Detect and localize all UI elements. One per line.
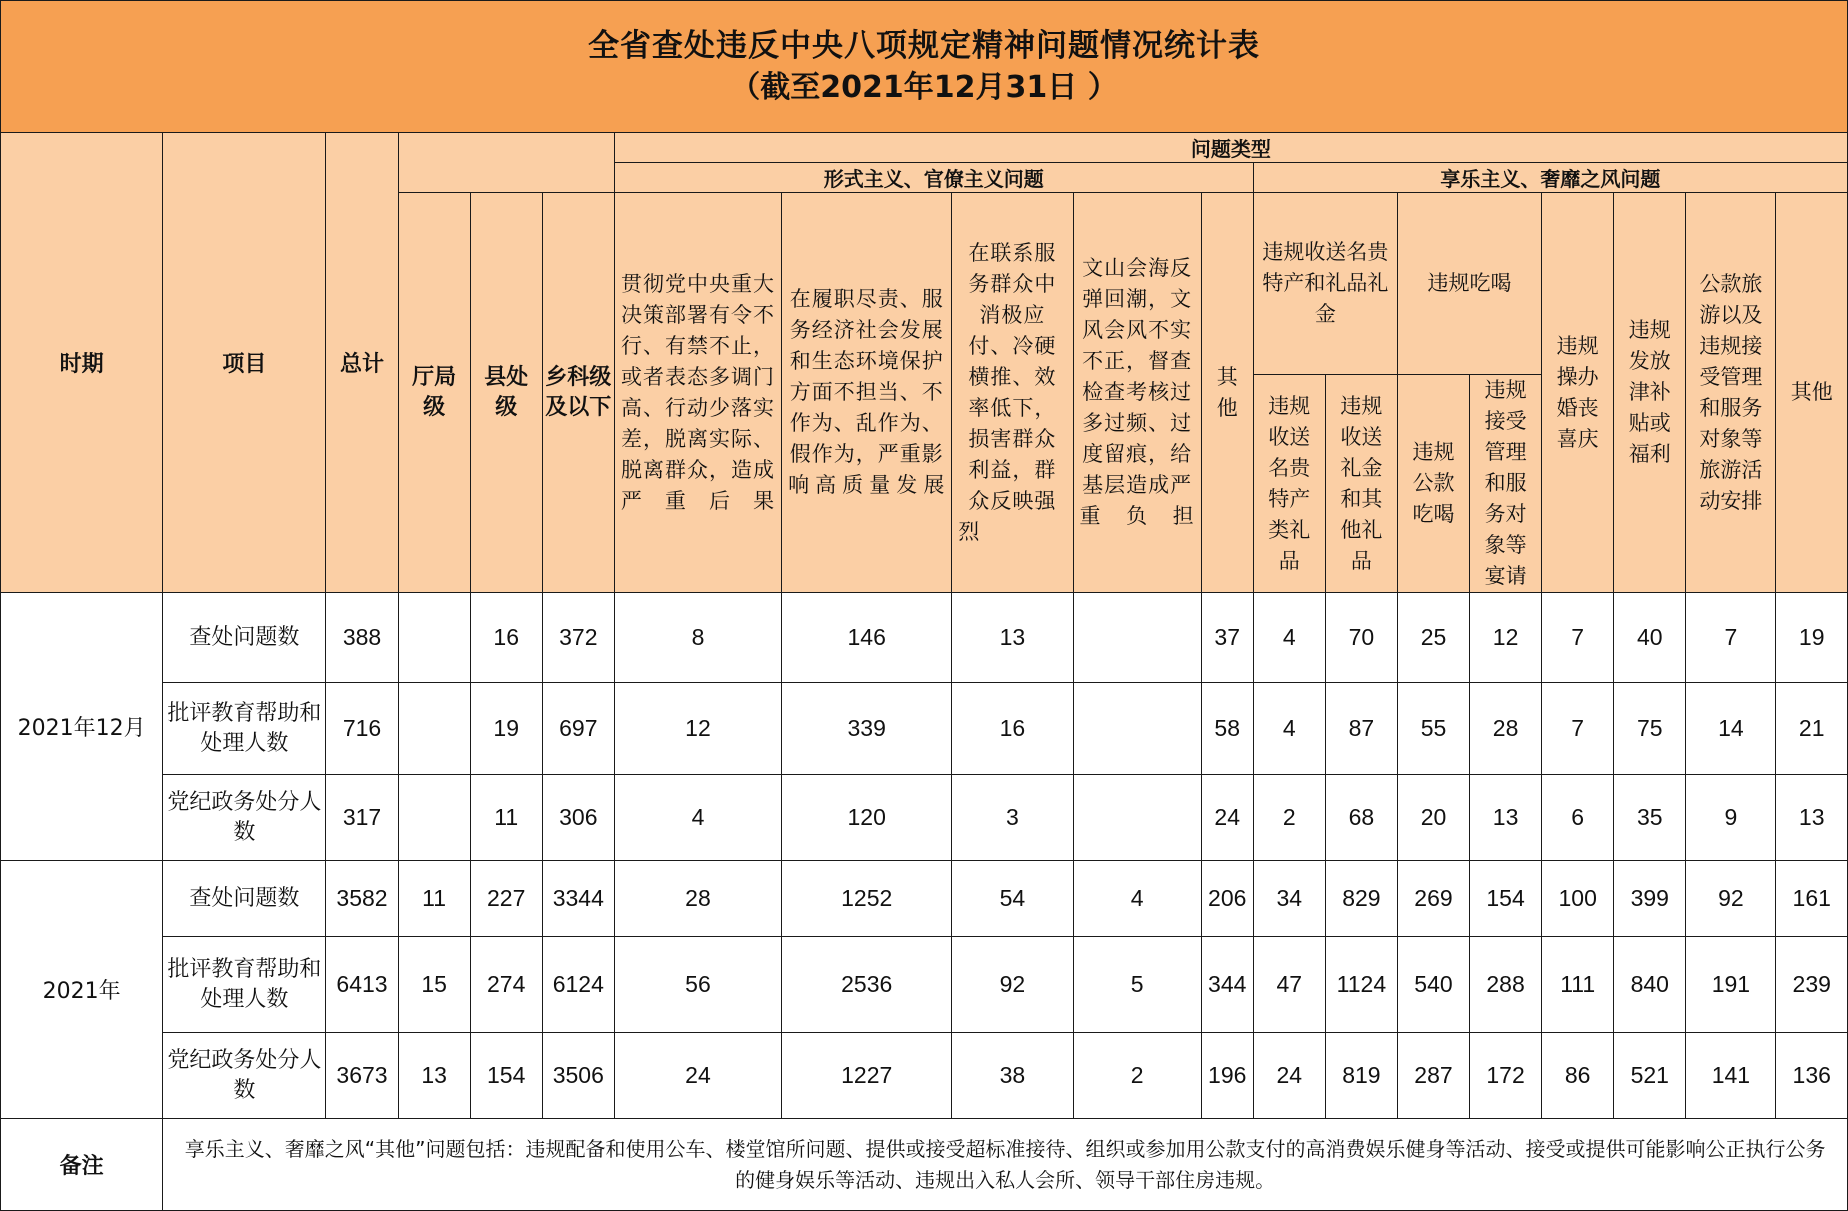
cell-h4: 13 [1470, 775, 1542, 861]
cell-h1: 47 [1253, 937, 1325, 1033]
cell-h3: 540 [1397, 937, 1469, 1033]
header-formalism-2: 在履职尽责、服务经济社会发展和生态环境保护方面不担当、不作为、乱作为、假作为，严重影响高质量发展 [782, 193, 952, 593]
cell-h5: 86 [1542, 1033, 1614, 1119]
cell-f4 [1073, 683, 1201, 775]
cell-h3: 20 [1397, 775, 1469, 861]
cell-h3: 25 [1397, 593, 1469, 683]
cell-h-other: 13 [1776, 775, 1848, 861]
cell-f4 [1073, 593, 1201, 683]
header-level-township: 乡科级及以下 [542, 193, 614, 593]
cell-h7: 9 [1686, 775, 1776, 861]
cell-h2: 819 [1325, 1033, 1397, 1119]
cell-h-other: 239 [1776, 937, 1848, 1033]
header-total: 总计 [326, 133, 398, 593]
cell-h1: 4 [1253, 683, 1325, 775]
header-wedding: 违规操办婚丧喜庆 [1542, 193, 1614, 593]
row-item: 批评教育帮助和处理人数 [163, 937, 326, 1033]
header-level-county: 县处级 [470, 193, 542, 593]
cell-f1: 28 [614, 861, 781, 937]
cell-f1: 8 [614, 593, 781, 683]
table-row [1, 593, 1848, 683]
cell-f3: 3 [952, 775, 1073, 861]
header-subsidy: 违规发放津补贴或福利 [1614, 193, 1686, 593]
period-label: 2021年12月 [1, 593, 163, 861]
header-hedonism-other: 其他 [1776, 193, 1848, 593]
cell-f1: 56 [614, 937, 781, 1033]
cell-f-other: 58 [1201, 683, 1253, 775]
page-subtitle: （截至2021年12月31日 ） [730, 69, 1118, 105]
cell-ting: 11 [398, 861, 470, 937]
cell-f4: 4 [1073, 861, 1201, 937]
cell-h5: 7 [1542, 683, 1614, 775]
header-problem-type: 问题类型 [614, 133, 1847, 163]
cell-f2: 2536 [782, 937, 952, 1033]
table-row [1, 683, 1848, 775]
cell-county: 16 [470, 593, 542, 683]
cell-ting: 13 [398, 1033, 470, 1119]
cell-f-other: 206 [1201, 861, 1253, 937]
cell-total: 716 [326, 683, 398, 775]
cell-h3: 269 [1397, 861, 1469, 937]
cell-h2: 70 [1325, 593, 1397, 683]
cell-h-other: 21 [1776, 683, 1848, 775]
cell-ting: 15 [398, 937, 470, 1033]
cell-f4: 5 [1073, 937, 1201, 1033]
header-dine-b: 违规接受管理和服务对象等宴请 [1470, 375, 1542, 593]
cell-h2: 87 [1325, 683, 1397, 775]
cell-f-other: 344 [1201, 937, 1253, 1033]
cell-h-other: 136 [1776, 1033, 1848, 1119]
cell-township: 3344 [542, 861, 614, 937]
table-row [1, 937, 1848, 1033]
cell-h5: 111 [1542, 937, 1614, 1033]
cell-f2: 120 [782, 775, 952, 861]
cell-total: 3673 [326, 1033, 398, 1119]
cell-total: 6413 [326, 937, 398, 1033]
header-gift-b: 违规收送礼金和其他礼品 [1325, 375, 1397, 593]
cell-total: 317 [326, 775, 398, 861]
header-formalism-other: 其他 [1201, 193, 1253, 593]
cell-h-other: 161 [1776, 861, 1848, 937]
cell-f3: 92 [952, 937, 1073, 1033]
cell-h3: 287 [1397, 1033, 1469, 1119]
header-dine-a: 违规公款吃喝 [1397, 375, 1469, 593]
row-item: 党纪政务处分人数 [163, 775, 326, 861]
table-row [1, 861, 1848, 937]
period-label: 2021年 [1, 861, 163, 1119]
cell-h2: 829 [1325, 861, 1397, 937]
cell-total: 388 [326, 593, 398, 683]
cell-total: 3582 [326, 861, 398, 937]
cell-f4: 2 [1073, 1033, 1201, 1119]
cell-ting [398, 593, 470, 683]
notes-label: 备注 [1, 1119, 163, 1211]
cell-f2: 339 [782, 683, 952, 775]
header-level-ting: 厅局级 [398, 193, 470, 593]
cell-h4: 172 [1470, 1033, 1542, 1119]
cell-f2: 146 [782, 593, 952, 683]
header-formalism-1: 贯彻党中央重大决策部署有令不行、有禁不止，或者表态多调门高、行动少落实差，脱离实际、脱离群众，造成严重后果 [614, 193, 781, 593]
header-formalism-3: 在联系服务群众中消极应付、冷硬横推、效率低下，损害群众利益，群众反映强烈 [952, 193, 1073, 593]
cell-township: 697 [542, 683, 614, 775]
cell-h4: 28 [1470, 683, 1542, 775]
row-item: 查处问题数 [163, 861, 326, 937]
cell-f3: 38 [952, 1033, 1073, 1119]
cell-h-other: 19 [1776, 593, 1848, 683]
cell-h4: 154 [1470, 861, 1542, 937]
cell-f3: 13 [952, 593, 1073, 683]
cell-ting [398, 775, 470, 861]
header-gift-a: 违规收送名贵特产类礼品 [1253, 375, 1325, 593]
cell-county: 274 [470, 937, 542, 1033]
header-formalism-group: 形式主义、官僚主义问题 [614, 163, 1253, 193]
cell-f2: 1252 [782, 861, 952, 937]
cell-county: 19 [470, 683, 542, 775]
cell-county: 154 [470, 1033, 542, 1119]
header-item: 项目 [163, 133, 326, 593]
cell-h4: 12 [1470, 593, 1542, 683]
cell-f-other: 37 [1201, 593, 1253, 683]
table-row [1, 1033, 1848, 1119]
cell-township: 3506 [542, 1033, 614, 1119]
cell-h7: 191 [1686, 937, 1776, 1033]
row-item: 批评教育帮助和处理人数 [163, 683, 326, 775]
cell-h6: 35 [1614, 775, 1686, 861]
cell-h1: 4 [1253, 593, 1325, 683]
title-cell [1, 1, 1848, 133]
cell-h5: 7 [1542, 593, 1614, 683]
cell-h7: 7 [1686, 593, 1776, 683]
cell-township: 306 [542, 775, 614, 861]
cell-county: 227 [470, 861, 542, 937]
cell-h1: 2 [1253, 775, 1325, 861]
cell-h1: 34 [1253, 861, 1325, 937]
cell-f3: 16 [952, 683, 1073, 775]
header-hedonism-group: 享乐主义、奢靡之风问题 [1253, 163, 1847, 193]
cell-h2: 1124 [1325, 937, 1397, 1033]
cell-f-other: 196 [1201, 1033, 1253, 1119]
cell-f-other: 24 [1201, 775, 1253, 861]
header-formalism-4: 文山会海反弹回潮，文风会风不实不正，督查检查考核过多过频、过度留痕，给基层造成严重负担 [1073, 193, 1201, 593]
cell-h6: 521 [1614, 1033, 1686, 1119]
cell-h6: 840 [1614, 937, 1686, 1033]
cell-f1: 12 [614, 683, 781, 775]
table-row [1, 775, 1848, 861]
cell-h2: 68 [1325, 775, 1397, 861]
cell-township: 6124 [542, 937, 614, 1033]
row-item: 查处问题数 [163, 593, 326, 683]
header-gift-group: 违规收送名贵特产和礼品礼金 [1253, 193, 1397, 375]
cell-f2: 1227 [782, 1033, 952, 1119]
header-travel: 公款旅游以及违规接受管理和服务对象等旅游活动安排 [1686, 193, 1776, 593]
header-dine-group: 违规吃喝 [1397, 193, 1541, 375]
cell-h4: 288 [1470, 937, 1542, 1033]
cell-h5: 6 [1542, 775, 1614, 861]
cell-f3: 54 [952, 861, 1073, 937]
cell-h7: 141 [1686, 1033, 1776, 1119]
header-period: 时期 [1, 133, 163, 593]
cell-h7: 14 [1686, 683, 1776, 775]
cell-f1: 4 [614, 775, 781, 861]
cell-h3: 55 [1397, 683, 1469, 775]
cell-ting [398, 683, 470, 775]
cell-township: 372 [542, 593, 614, 683]
row-item: 党纪政务处分人数 [163, 1033, 326, 1119]
cell-h6: 40 [1614, 593, 1686, 683]
cell-h1: 24 [1253, 1033, 1325, 1119]
cell-f4 [1073, 775, 1201, 861]
cell-h5: 100 [1542, 861, 1614, 937]
cell-h6: 75 [1614, 683, 1686, 775]
header-level-group [398, 133, 614, 193]
cell-h6: 399 [1614, 861, 1686, 937]
notes-text: 享乐主义、奢靡之风“其他”问题包括：违规配备和使用公车、楼堂馆所问题、提供或接受超标准接待、组织或参加用公款支付的高消费娱乐健身等活动、接受或提供可能影响公正执行公务的健身娱乐等活动、违规出入私人会所、领导干部住房违规。 [163, 1119, 1848, 1211]
cell-county: 11 [470, 775, 542, 861]
cell-h7: 92 [1686, 861, 1776, 937]
page-title: 全省查处违反中央八项规定精神问题情况统计表 [588, 27, 1260, 64]
cell-f1: 24 [614, 1033, 781, 1119]
